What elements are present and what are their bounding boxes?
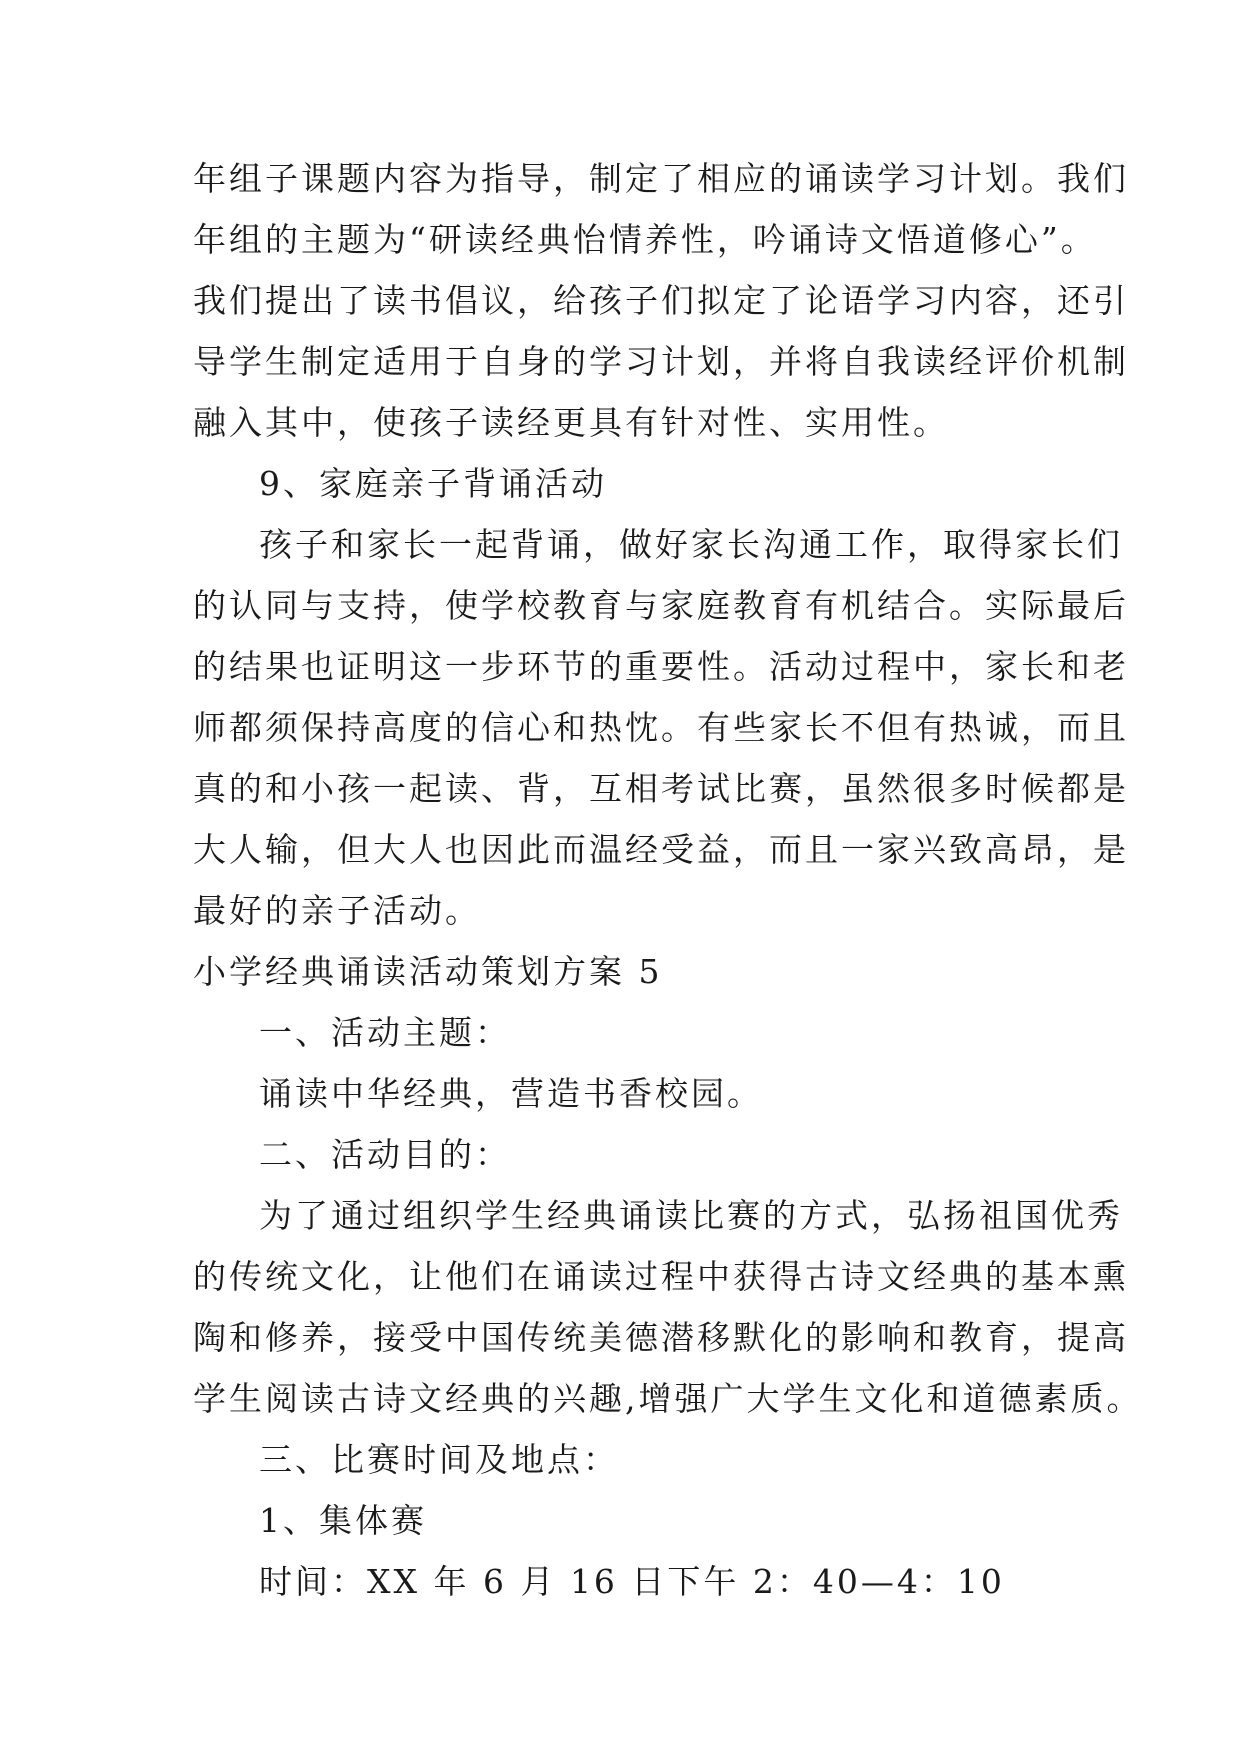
text-line: 为了通过组织学生经典诵读比赛的方式，弘扬祖国优秀: [259, 1196, 1123, 1235]
text-line: 大人输，但大人也因此而温经受益，而且一家兴致高昂，是: [193, 830, 1129, 869]
text-line: 1、集体赛: [259, 1501, 427, 1540]
text-line: 9、家庭亲子背诵活动: [259, 464, 607, 503]
text-line: 最好的亲子活动。: [193, 891, 481, 930]
text-line: 的传统文化，让他们在诵读过程中获得古诗文经典的基本熏: [193, 1257, 1129, 1296]
text-line: 时间：XX 年 6 月 16 日下午 2：40—4：10: [259, 1562, 1005, 1601]
text-line: 的认同与支持，使学校教育与家庭教育有机结合。实际最后: [193, 586, 1129, 625]
text-line: 陶和修养，接受中国传统美德潜移默化的影响和教育，提高: [193, 1318, 1129, 1357]
text-line: 一、活动主题：: [259, 1013, 511, 1052]
text-line: 二、活动目的：: [259, 1135, 511, 1174]
text-line: 真的和小孩一起读、背，互相考试比赛，虽然很多时候都是: [193, 769, 1129, 808]
text-line: 孩子和家长一起背诵，做好家长沟通工作，取得家长们: [259, 525, 1123, 564]
text-line: 学生阅读古诗文经典的兴趣,增强广大学生文化和道德素质。: [193, 1379, 1143, 1418]
text-line: 小学经典诵读活动策划方案 5: [193, 952, 663, 991]
text-line: 我们提出了读书倡议，给孩子们拟定了论语学习内容，还引: [193, 281, 1129, 320]
document-body: [193, 148, 1143, 1612]
text-line: 三、比赛时间及地点：: [259, 1440, 619, 1479]
text-line: 的结果也证明这一步环节的重要性。活动过程中，家长和老: [193, 647, 1129, 686]
text-line: 诵读中华经典，营造书香校园。: [259, 1074, 763, 1113]
text-line: 师都须保持高度的信心和热忱。有些家长不但有热诚，而且: [193, 708, 1129, 747]
text-line: 融入其中，使孩子读经更具有针对性、实用性。: [193, 403, 949, 442]
text-line: 年组子课题内容为指导，制定了相应的诵读学习计划。我们: [193, 159, 1129, 198]
text-line: 年组的主题为“研读经典怡情养性，吟诵诗文悟道修心”。: [193, 220, 1097, 259]
text-line: 导学生制定适用于自身的学习计划，并将自我读经评价机制: [193, 342, 1129, 381]
